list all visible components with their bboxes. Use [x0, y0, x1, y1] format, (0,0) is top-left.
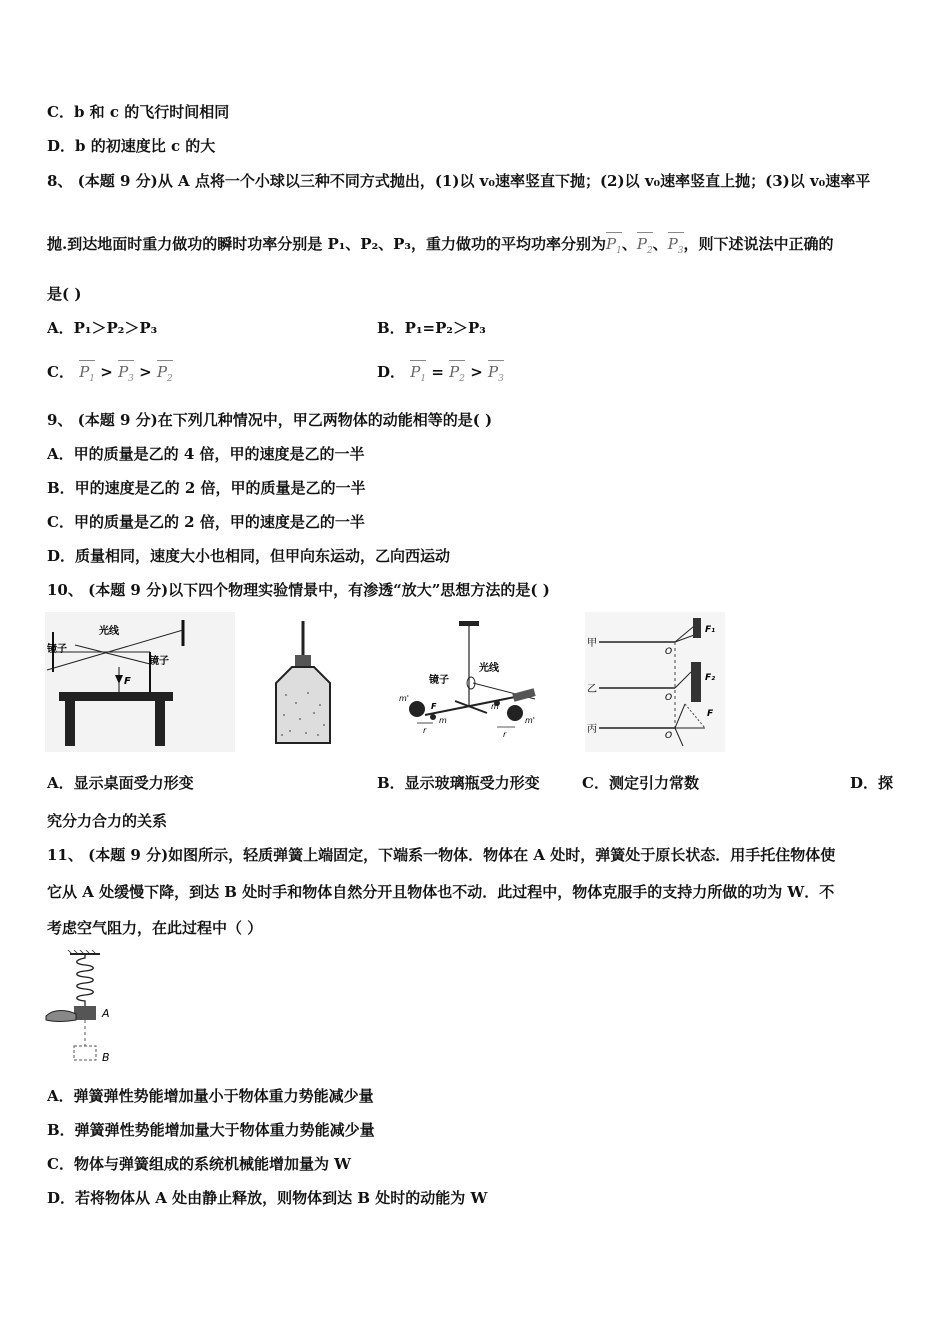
q9-option-d: D．质量相同，速度大小也相同，但甲向东运动，乙向西运动	[47, 547, 451, 565]
mass-label: m	[491, 702, 499, 711]
q11-stem-line3: 考虑空气阻力，在此过程中（ ）	[47, 919, 263, 937]
force-label: F	[124, 676, 131, 687]
spring-figure	[44, 950, 124, 1072]
q9-option-a: A．甲的质量是乙的 4 倍，甲的速度是乙的一半	[47, 445, 365, 463]
light-label: 光线	[479, 663, 499, 674]
q8-stem-line2	[47, 232, 834, 261]
q8-stem-line2-text: 抛.到达地面时重力做功的瞬时功率分别是 P₁、P₂、P₃，重力做功的平均功率分别为	[47, 235, 606, 253]
q7-option-d: D．b 的初速度比 c 的大	[47, 137, 216, 155]
q8-option-a: A．P₁＞P₂＞P₃	[47, 319, 158, 337]
avg-power-p3: $P_3$	[488, 360, 504, 389]
q8-option-b: B．P₁=P₂＞P₃	[377, 319, 486, 337]
glass-bottle-figure	[270, 615, 350, 750]
q11-stem-line2: 它从 A 处缓慢下降，到达 B 处时手和物体自然分开且物体也不动．此过程中，物体克服手的支持力所做的功为 W．不	[47, 883, 835, 901]
q9-option-b: B．甲的速度是乙的 2 倍，甲的质量是乙的一半	[47, 479, 366, 497]
point-o: O	[665, 693, 673, 703]
force-composition-figure	[585, 612, 725, 752]
light-label: 光线	[99, 626, 119, 637]
mirror-label: 镜子	[429, 675, 449, 686]
force-f-label: F	[707, 709, 714, 719]
avg-power-p1: $P_1$	[410, 360, 426, 389]
q10-option-d-continued: 究分力合力的关系	[47, 812, 168, 830]
distance-label: r	[503, 730, 507, 739]
label-jia: 甲	[587, 638, 597, 649]
table-deformation-figure	[45, 612, 235, 752]
q11-option-b: B．弹簧弹性势能增加量大于物体重力势能减少量	[47, 1121, 375, 1139]
torsion-balance-figure	[395, 617, 545, 752]
mirror-label: 镜子	[47, 644, 67, 655]
force-f1-label: F₁	[705, 625, 716, 635]
q8-stem-line2-end: ，则下述说法中正确的	[683, 235, 834, 253]
mass-label: m'	[399, 694, 409, 703]
label-yi: 乙	[587, 684, 597, 695]
point-o: O	[665, 647, 673, 657]
distance-label: r	[423, 726, 427, 735]
position-a-label: A	[102, 1007, 110, 1020]
q10-stem: 10、 (本题 9 分)以下四个物理实验情景中，有渗透“放大”思想方法的是( )	[47, 581, 550, 599]
mass-label: m'	[525, 716, 535, 725]
avg-power-p3: $P_3$	[668, 232, 684, 261]
avg-power-p2: $P_2$	[637, 232, 653, 261]
label-bing: 丙	[587, 724, 597, 735]
avg-power-p3: $P_3$	[118, 360, 134, 389]
q9-stem: 9、 (本题 9 分)在下列几种情况中，甲乙两物体的动能相等的是( )	[47, 411, 493, 429]
mass-label: m	[439, 716, 447, 725]
mirror-label: 镜子	[149, 656, 169, 667]
q11-option-a: A．弹簧弹性势能增加量小于物体重力势能减少量	[47, 1087, 374, 1105]
q7-option-c: C．b 和 c 的飞行时间相同	[47, 103, 230, 121]
q11-option-c: C．物体与弹簧组成的系统机械能增加量为 W	[47, 1155, 352, 1173]
force-f2-label: F₂	[705, 673, 716, 683]
q8-stem-line3: 是( )	[47, 285, 82, 303]
avg-power-p2: $P_2$	[157, 360, 173, 389]
avg-power-p1: $P_1$	[606, 232, 622, 261]
q11-option-d: D．若将物体从 A 处由静止释放，则物体到达 B 处时的动能为 W	[47, 1189, 488, 1207]
q10-option-c: C．测定引力常数	[582, 774, 699, 792]
avg-power-p2: $P_2$	[449, 360, 465, 389]
q8-stem-line1: 8、 (本题 9 分)从 A 点将一个小球以三种不同方式抛出，(1)以 v₀速率竖直下抛；(2)以 v₀速率竖直上抛；(3)以 v₀速率平	[47, 172, 871, 190]
separator: 、	[621, 235, 637, 253]
point-o: O	[665, 731, 673, 741]
q10-option-a: A．显示桌面受力形变	[47, 774, 194, 792]
q10-option-d: D．探	[850, 774, 894, 792]
avg-power-p1: $P_1$	[79, 360, 95, 389]
q9-option-c: C．甲的质量是乙的 2 倍，甲的速度是乙的一半	[47, 513, 365, 531]
q8-option-c: C． $P_1 > P_3 > P_2$	[47, 360, 173, 389]
force-label: F	[431, 702, 437, 711]
q8-option-d: D． $P_1 = P_2 > P_3$	[377, 360, 504, 389]
separator: 、	[652, 235, 668, 253]
position-b-label: B	[102, 1051, 110, 1064]
q10-option-b: B．显示玻璃瓶受力形变	[377, 774, 540, 792]
q11-stem-line1: 11、 (本题 9 分)如图所示，轻质弹簧上端固定，下端系一物体．物体在 A 处时，弹簧处于原长状态．用手托住物体使	[47, 846, 836, 864]
